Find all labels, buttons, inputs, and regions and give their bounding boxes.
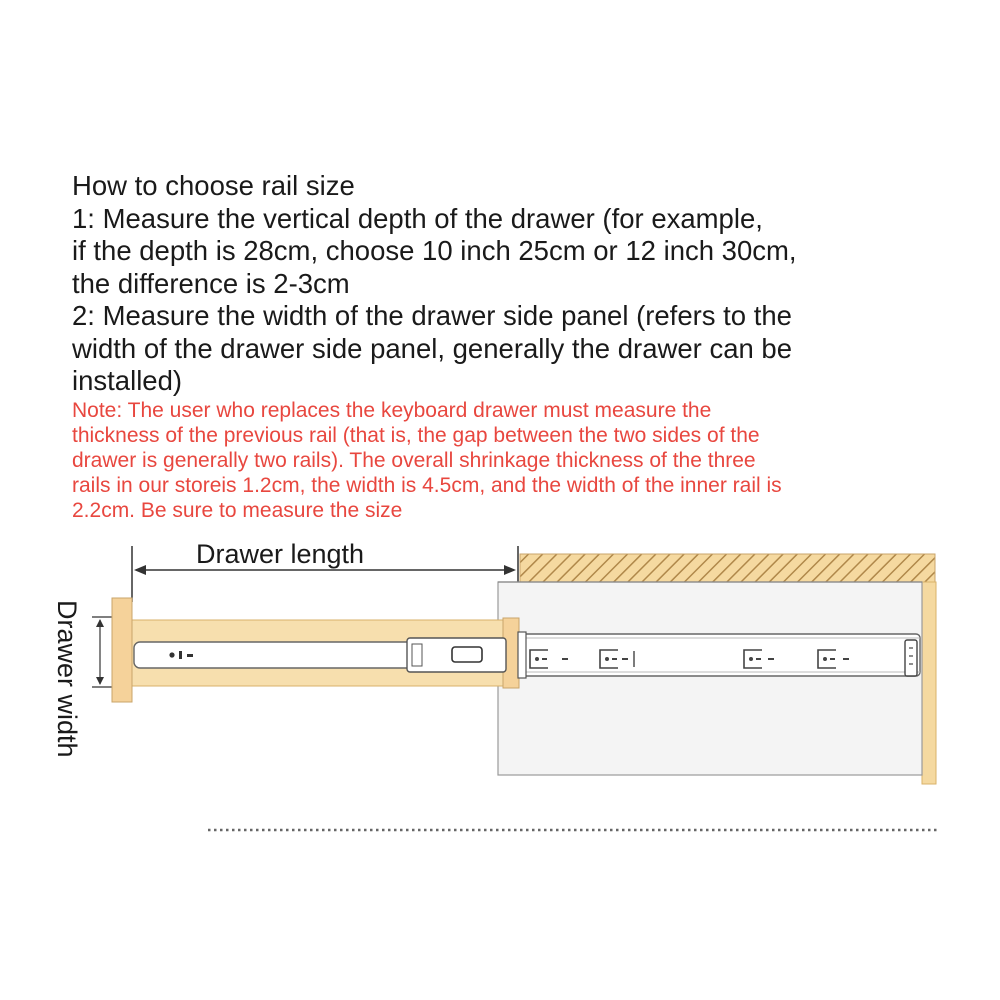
drawer-front-panel: [112, 598, 132, 702]
step2-line2: width of the drawer side panel, generally the drawer can be: [72, 332, 793, 364]
cabinet-top-hatch: [520, 554, 935, 582]
note-block: [72, 398, 972, 523]
step1-line3: the difference is 2-3cm: [72, 267, 350, 299]
cabinet-right-side: [922, 582, 936, 784]
step1-line1: 1: Measure the vertical depth of the drawer (for example,: [72, 202, 763, 234]
drawer-width-dimension: [92, 617, 112, 687]
note-line2: thickness of the previous rail (that is, the gap between the two sides of the: [72, 424, 760, 447]
rail-end-stop: [905, 640, 917, 676]
note-line4: rails in our storeis 1.2cm, the width is 4.5cm, and the width of the inner rail is: [72, 474, 782, 497]
inner-rail-hole: [169, 652, 174, 657]
instructions-block: [72, 170, 952, 398]
note-line5: 2.2cm. Be sure to measure the size: [72, 499, 403, 522]
step2-line1: 2: Measure the width of the drawer side panel (refers to the: [72, 300, 792, 331]
note-line1: Note: The user who replaces the keyboard drawer must measure the: [72, 399, 712, 422]
drawer-length-label: Drawer length: [196, 539, 365, 569]
drawer-width-label: Drawer width: [52, 600, 82, 758]
note-line3: drawer is generally two rails). The overall shrinkage thickness of the three: [72, 449, 756, 472]
rail-release-slot: [452, 647, 482, 662]
step2-line3: installed): [72, 365, 183, 396]
cabinet-body: [498, 582, 922, 775]
step1-line2: if the depth is 28cm, choose 10 inch 25cm or 12 inch 30cm,: [72, 235, 797, 266]
rail-diagram: [0, 530, 1000, 850]
outer-rail: [520, 634, 920, 676]
inner-rail: [134, 642, 416, 668]
instructions-title: How to choose rail size: [72, 170, 355, 201]
